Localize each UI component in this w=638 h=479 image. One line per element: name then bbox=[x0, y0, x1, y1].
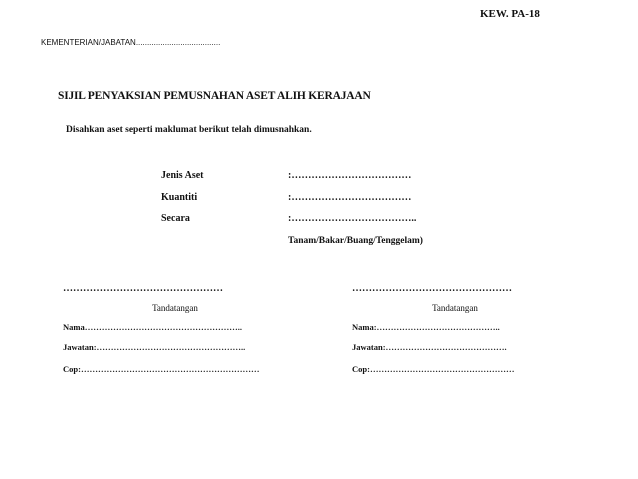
ministry-line: KEMENTERIAN/JABATAN...................................... bbox=[41, 38, 221, 47]
stamp-line-right: Cop:…………………………………………… bbox=[352, 364, 515, 374]
signature-line-right: ………………………………………… bbox=[352, 283, 512, 294]
signature-label-left: Tandatangan bbox=[152, 303, 198, 313]
field-value-kuantiti: :……………………………… bbox=[288, 192, 412, 203]
certificate-title: SIJIL PENYAKSIAN PEMUSNAHAN ASET ALIH KERAJAAN bbox=[58, 90, 371, 102]
method-options: Tanam/Bakar/Buang/Tenggelam) bbox=[288, 236, 423, 246]
intro-text: Disahkan aset seperti maklumat berikut telah dimusnahkan. bbox=[66, 125, 312, 135]
signature-label-right: Tandatangan bbox=[432, 303, 478, 313]
stamp-line-left: Cop:……………………………………………………… bbox=[63, 364, 260, 374]
signature-line-left: ………………………………………… bbox=[63, 283, 223, 294]
field-label-jenis-aset: Jenis Aset bbox=[161, 170, 204, 181]
field-value-jenis-aset: :……………………………… bbox=[288, 170, 412, 181]
form-code: KEW. PA-18 bbox=[480, 8, 540, 20]
position-line-left: Jawatan:…………………………………………….. bbox=[63, 342, 246, 352]
name-line-right: Nama:…………………………………….. bbox=[352, 322, 500, 332]
field-value-secara: :……………………………….. bbox=[288, 213, 417, 224]
field-label-kuantiti: Kuantiti bbox=[161, 192, 198, 203]
position-line-right: Jawatan:……………………………………. bbox=[352, 342, 507, 352]
field-label-secara: Secara bbox=[161, 213, 190, 224]
name-line-left: Nama……………………………………………….. bbox=[63, 322, 242, 332]
